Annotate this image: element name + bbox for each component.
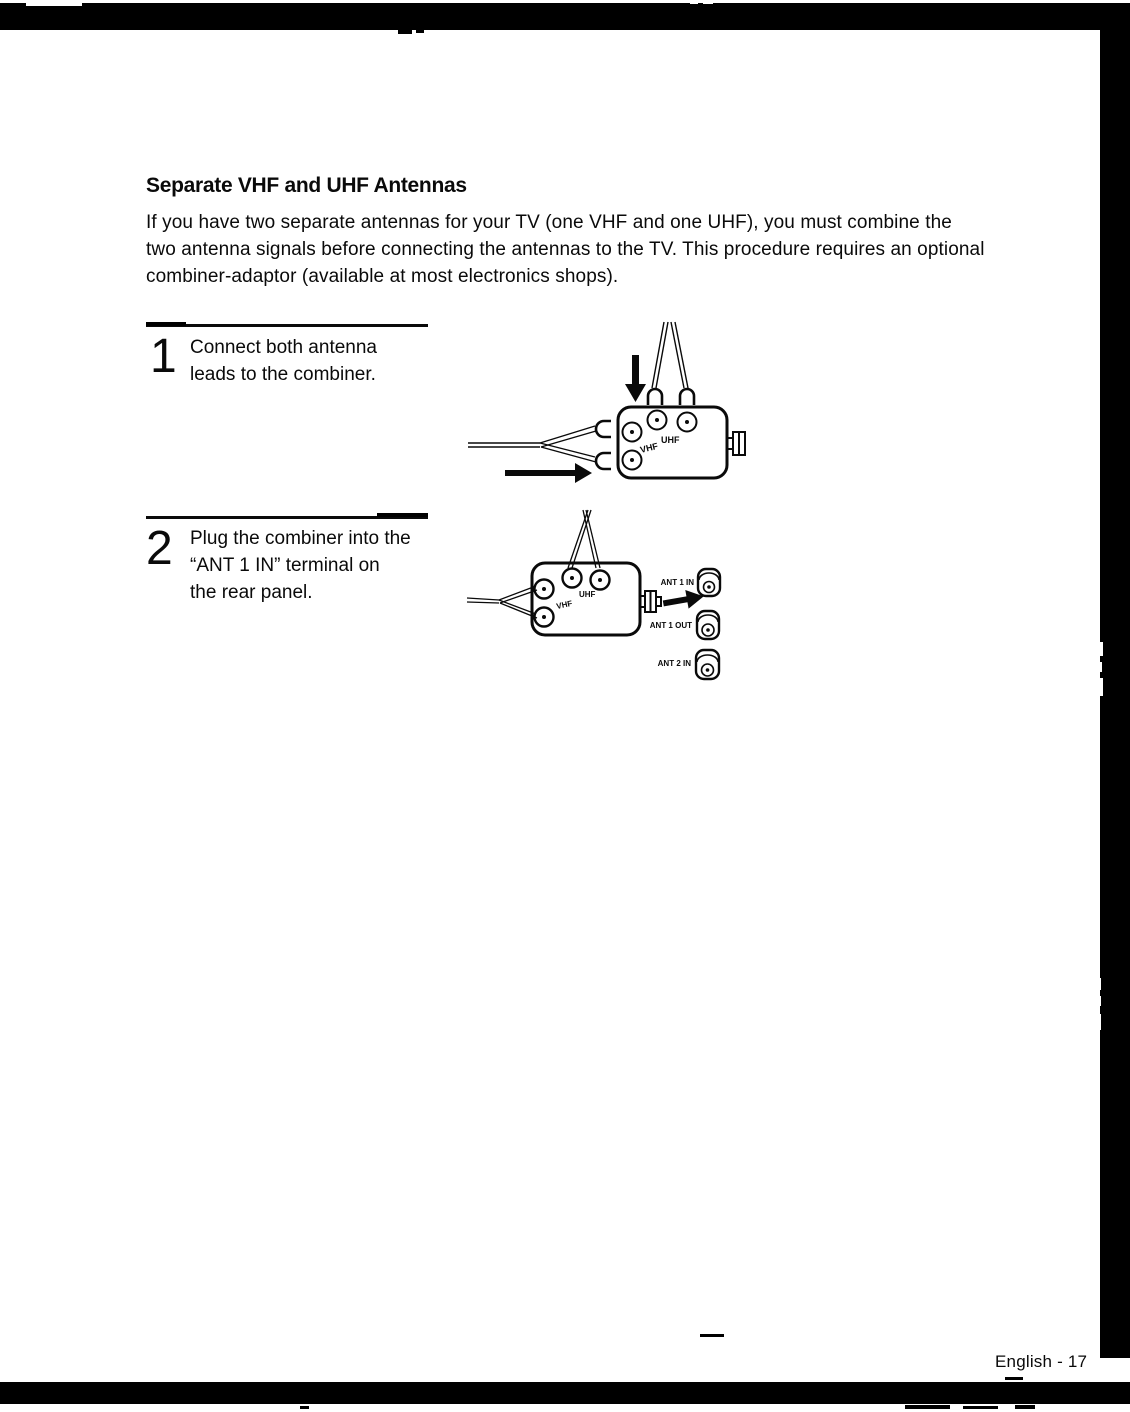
intro-line: two antenna signals before connecting the antennas to the TV. This procedure requires an optional (146, 239, 985, 260)
step-2-line: “ANT 1 IN” terminal on (190, 555, 380, 576)
scan-mark (905, 1405, 950, 1409)
vhf-label: VHF (639, 440, 659, 455)
spade-lug-icon (680, 389, 694, 405)
step-1-rule (146, 324, 428, 327)
intro-paragraph (146, 209, 985, 290)
coax-plug-icon (640, 591, 661, 612)
scan-mark (398, 30, 412, 34)
combiner-diagram-step2 (455, 508, 745, 703)
down-arrow-icon (625, 355, 646, 402)
spade-lug-icon (596, 421, 611, 437)
scan-bar-bottom (0, 1382, 1130, 1404)
ant1-in-label: ANT 1 IN (660, 578, 694, 587)
scan-mark (416, 30, 424, 33)
vhf-label: VHF (555, 598, 574, 611)
scan-bar-top (0, 3, 1130, 30)
section-title: Separate VHF and UHF Antennas (146, 174, 467, 197)
step-2-rule-end (377, 513, 428, 517)
uhf-label: UHF (579, 590, 596, 599)
scan-mark (1096, 1014, 1101, 1030)
ant1-out-label: ANT 1 OUT (649, 621, 692, 630)
step-1-rule-end (146, 322, 186, 326)
right-arrow-icon (505, 463, 592, 483)
ant1-in-socket-icon (698, 569, 720, 596)
scan-strip-right (1100, 28, 1130, 1358)
scan-mark (1096, 978, 1101, 990)
ant2-in-socket-icon (696, 650, 719, 679)
scan-mark (1098, 642, 1103, 656)
combiner-terminals (623, 411, 697, 470)
step-1-line: Connect both antenna (190, 337, 377, 358)
step-1-line: leads to the combiner. (190, 364, 376, 385)
vhf-twin-lead (467, 586, 537, 618)
vhf-twin-lead (468, 426, 596, 462)
step-2-line: the rear panel. (190, 582, 313, 603)
combiner-terminals (535, 569, 610, 627)
scan-mark (690, 0, 698, 4)
spade-lug-icon (596, 453, 611, 469)
scan-mark (1098, 662, 1102, 672)
uhf-twin-lead (652, 322, 688, 388)
scan-mark (26, 0, 82, 6)
step-1-number: 1 (150, 330, 177, 383)
scan-mark (703, 0, 713, 4)
scan-mark (1098, 678, 1103, 696)
scan-mark (300, 1406, 309, 1409)
combiner-diagram-step1 (455, 310, 765, 505)
coax-output-icon (727, 432, 745, 455)
intro-line: combiner-adaptor (available at most electronics shops). (146, 266, 619, 287)
scan-mark (963, 1406, 998, 1409)
step-2-number: 2 (146, 522, 173, 575)
step-1-text (190, 334, 377, 388)
spade-lug-icon (648, 389, 662, 405)
step-2-text (190, 525, 411, 606)
ant2-in-label: ANT 2 IN (657, 659, 691, 668)
ant1-out-socket-icon (697, 611, 719, 639)
uhf-label: UHF (661, 435, 680, 445)
intro-line: If you have two separate antennas for your TV (one VHF and one UHF), you must combine the (146, 212, 952, 233)
scan-mark (1005, 1377, 1023, 1380)
step-2-line: Plug the combiner into the (190, 528, 411, 549)
scan-mark (700, 1334, 724, 1337)
page-number-label: English - 17 (995, 1352, 1088, 1371)
scan-mark (1015, 1405, 1035, 1409)
uhf-twin-lead (568, 510, 600, 568)
scan-mark (1096, 996, 1101, 1006)
